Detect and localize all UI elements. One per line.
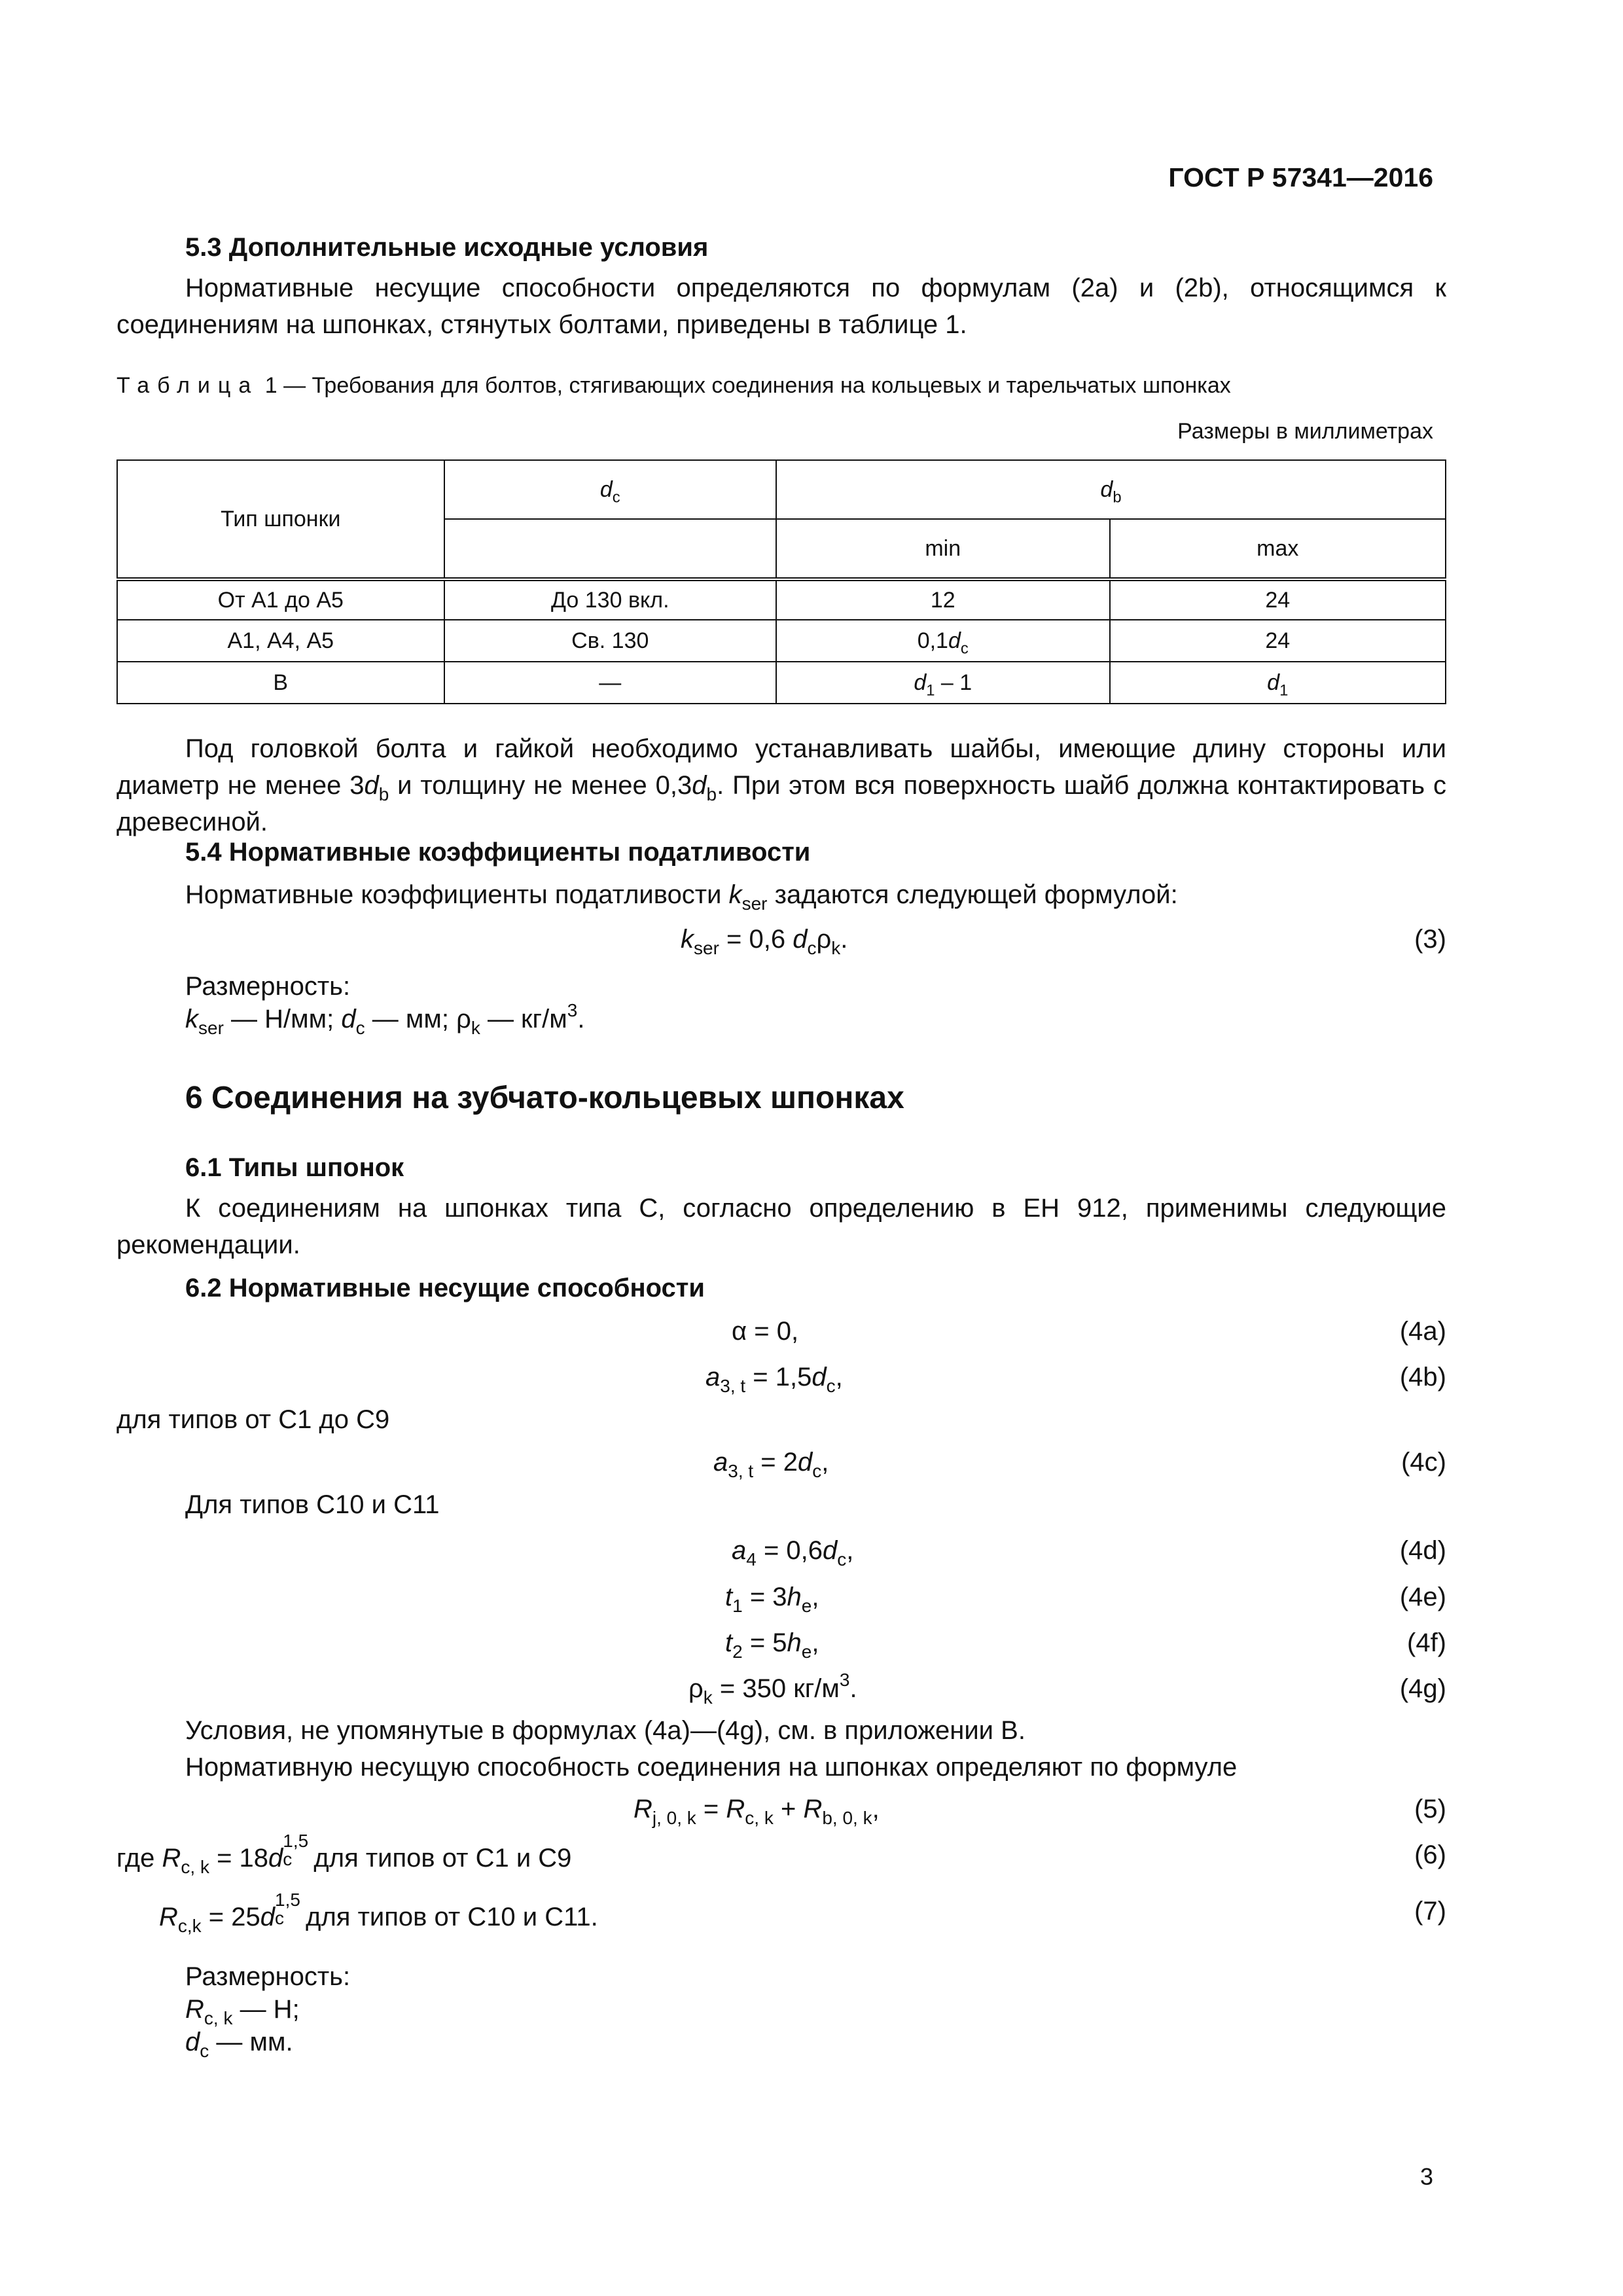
a-symbol: a — [732, 1536, 747, 1565]
equation-4g — [688, 1670, 857, 1708]
section-5-4-text — [185, 880, 1178, 914]
ser-subscript: ser — [694, 937, 719, 958]
a-subscript: 4 — [746, 1549, 757, 1570]
dc-subscript: c — [612, 488, 620, 506]
section-5-3-text: Нормативные несущие способности определяются по формулам (2a) и (2b), относящимся к соединениям на шпонках, стянутых болтами, приведены в таблице 1. — [116, 274, 1446, 339]
d-exp-stack — [275, 1889, 300, 1928]
db-symbol: d — [364, 771, 379, 800]
db-symbol: d — [692, 771, 707, 800]
equation-4d-number: (4d) — [1399, 1536, 1446, 1565]
d-symbol: d — [341, 1005, 356, 1033]
section-5-3-heading: 5.3 Дополнительные исходные условия — [185, 233, 709, 262]
c-subscript: c — [355, 1017, 365, 1038]
t-symbol: t — [725, 1628, 733, 1657]
r-subscript: c, k — [204, 2007, 233, 2028]
section-6-1-text: К соединениям на шпонках типа С, согласно определению в ЕН 912, применимы следующие рекомендации. — [116, 1194, 1446, 1259]
section-6-2-heading: 6.2 Нормативные несущие способности — [185, 1274, 705, 1302]
eq7-equals: = 25 — [201, 1903, 260, 1931]
ser-subscript: ser — [741, 893, 768, 914]
dim-a: — Н/мм; — [223, 1005, 342, 1033]
d-symbol: d — [798, 1448, 813, 1477]
equation-4a-number: (4a) — [1399, 1317, 1446, 1346]
eq4d-rhs: = 0,6 — [756, 1536, 823, 1565]
equation-4a — [732, 1317, 798, 1346]
cell-min — [776, 662, 1109, 704]
db-subscript: b — [706, 783, 717, 804]
section-5-4-heading: 5.4 Нормативные коэффициенты податливости — [185, 838, 811, 867]
r-symbol: R — [803, 1795, 823, 1823]
cell-dc: Св. 130 — [444, 620, 776, 662]
t-symbol: t — [725, 1583, 733, 1611]
c-subscript: c — [283, 1848, 293, 1869]
k-symbol: k — [728, 880, 742, 909]
cube-exponent: 3 — [567, 1000, 578, 1021]
r-subscript: b, 0, k — [822, 1807, 872, 1828]
cell-max: 24 — [1110, 579, 1446, 620]
eq4e-end: , — [812, 1583, 819, 1611]
d-exp-stack — [283, 1830, 309, 1869]
c-subscript: c — [812, 1460, 822, 1481]
equation-4b — [705, 1363, 843, 1396]
cell-min-subscript: c — [960, 639, 969, 657]
k-subscript: k — [471, 1017, 480, 1038]
d-symbol: d — [812, 1363, 827, 1391]
c-subscript: c — [275, 1907, 284, 1928]
equation-3 — [681, 925, 848, 958]
e-subscript: e — [801, 1595, 812, 1616]
page-number: 3 — [1419, 2163, 1433, 2190]
eq6-tail: для типов от С1 и С9 — [306, 1844, 572, 1873]
cell-min-symbol: d — [914, 670, 927, 695]
c-subscript: c — [807, 937, 817, 958]
equation-4e — [725, 1583, 819, 1616]
dimension-line — [185, 1000, 585, 1038]
eq5-end: , — [872, 1795, 880, 1823]
eq4d-end: , — [846, 1536, 854, 1565]
washer-text-1: Под головкой болта и гайкой необходимо устанавливать шайбы, имеющие длину стороны или диаметр не менее 3 — [116, 734, 1446, 800]
h-symbol: h — [787, 1628, 802, 1657]
equation-7 — [159, 1889, 598, 1936]
equation-4f-number: (4f) — [1407, 1628, 1446, 1657]
washer-text-3: . При этом вся поверхность шайб должна контактировать с древесиной. — [116, 771, 1446, 836]
norm-capacity-text: Нормативную несущую способность соединения на шпонках определяют по формуле — [185, 1753, 1238, 1782]
e-subscript: e — [801, 1641, 812, 1662]
eq5-equals: = — [696, 1795, 726, 1823]
r-subscript: c,k — [177, 1915, 202, 1936]
cell-min: 12 — [776, 579, 1109, 620]
rho-symbol: ρ — [816, 925, 832, 954]
cell-max — [1110, 662, 1446, 704]
db-subscript: b — [1113, 488, 1122, 506]
cell-dc: — — [444, 662, 776, 704]
eq4g-rhs: = 350 кг/м — [712, 1674, 840, 1703]
eq4c-end: , — [821, 1448, 829, 1477]
a-symbol: a — [705, 1363, 721, 1391]
c-subscript: c — [837, 1549, 847, 1570]
equation-4d — [732, 1536, 854, 1570]
dim-r-unit: — Н; — [232, 1995, 300, 2024]
equation-4f — [725, 1628, 819, 1662]
eq4a-rhs: = 0, — [747, 1317, 799, 1346]
label-types-c10-c11: Для типов С10 и С11 — [185, 1490, 440, 1519]
equation-5 — [633, 1795, 880, 1828]
dimension-label-2: Размерность: — [185, 1962, 351, 1991]
eq4c-rhs: = 2 — [753, 1448, 798, 1477]
table-row — [117, 579, 1446, 620]
r-subscript: j, 0, k — [652, 1807, 696, 1828]
ser-subscript: ser — [198, 1017, 224, 1038]
d-symbol: d — [823, 1536, 838, 1565]
cell-type: От А1 до А5 — [117, 579, 444, 620]
r-subscript: c, k — [745, 1807, 774, 1828]
r-symbol: R — [159, 1903, 178, 1931]
eq4e-rhs: = 3 — [742, 1583, 787, 1611]
section-6-1-heading: 6.1 Типы шпонок — [185, 1153, 404, 1182]
d-symbol: d — [185, 2028, 200, 2056]
rho-symbol: ρ — [456, 1005, 471, 1033]
equation-6 — [116, 1830, 572, 1877]
dim-c: — кг/м — [480, 1005, 567, 1033]
db-symbol: d — [1100, 476, 1113, 502]
r-symbol: R — [162, 1844, 181, 1873]
d-symbol: d — [268, 1844, 283, 1873]
dimension-d — [185, 2028, 293, 2061]
cube-exponent: 3 — [839, 1670, 850, 1691]
equation-7-number: (7) — [1414, 1897, 1446, 1926]
cell-max: 24 — [1110, 620, 1446, 662]
eq7-tail: для типов от С10 и С11. — [298, 1903, 598, 1931]
header-min: min — [776, 519, 1109, 579]
cell-min-subscript: 1 — [926, 681, 935, 699]
eq4f-end: , — [812, 1628, 819, 1657]
r-symbol: R — [633, 1795, 652, 1823]
cell-min-symbol: d — [948, 628, 961, 653]
dim-b: — мм; — [365, 1005, 457, 1033]
chapter-6-heading: 6 Соединения на зубчато-кольцевых шпонках — [185, 1081, 904, 1115]
cell-type: А1, А4, А5 — [117, 620, 444, 662]
c-subscript: c — [200, 2040, 209, 2061]
d-exponent: 1,5 — [275, 1889, 300, 1910]
washer-text-2: и толщину не менее 0,3 — [389, 771, 692, 800]
header-dc — [444, 460, 776, 519]
s54-text-b: задаются следующей формулой: — [767, 880, 1178, 909]
table-caption-text: 1 — Требования для болтов, стягивающих соединения на кольцевых и тарельчатых шпонках — [259, 373, 1231, 398]
header-max: max — [1110, 519, 1446, 579]
table-caption-prefix: Таблица — [116, 373, 259, 398]
eq4g-end: . — [849, 1674, 857, 1703]
eq4b-rhs: = 1,5 — [745, 1363, 812, 1391]
cell-dc: До 130 вкл. — [444, 579, 776, 620]
table-row — [117, 662, 1446, 704]
label-types-c1-c9: для типов от С1 до С9 — [116, 1405, 390, 1434]
header-db — [776, 460, 1446, 519]
table-1 — [116, 459, 1446, 704]
eq4b-end: , — [835, 1363, 843, 1391]
eq3-mid: = 0,6 — [719, 925, 793, 954]
equation-3-number: (3) — [1414, 925, 1446, 954]
a-subscript: 3, t — [720, 1375, 746, 1396]
table-units: Размеры в миллиметрах — [1177, 419, 1433, 444]
conditions-text: Условия, не упомянутые в формулах (4a)—(4g), см. в приложении В. — [185, 1716, 1026, 1745]
t-subscript: 2 — [732, 1641, 743, 1662]
dimension-label: Размерность: — [185, 972, 351, 1001]
cell-max-subscript: 1 — [1279, 681, 1289, 699]
cell-min-tail: – 1 — [935, 670, 972, 695]
eq6-equals: = 18 — [209, 1844, 269, 1873]
a-symbol: a — [713, 1448, 728, 1477]
table-row — [117, 620, 1446, 662]
equation-4c — [713, 1448, 829, 1481]
d-symbol: d — [260, 1903, 275, 1931]
dim-end: . — [577, 1005, 585, 1033]
d-symbol: d — [793, 925, 808, 954]
equation-4e-number: (4e) — [1399, 1583, 1446, 1611]
k-subscript: k — [703, 1687, 713, 1708]
h-symbol: h — [787, 1583, 802, 1611]
cell-min-coef: 0,1 — [917, 628, 948, 653]
document-number: ГОСТ Р 57341—2016 — [1168, 162, 1433, 192]
t-subscript: 1 — [732, 1595, 743, 1616]
equation-4g-number: (4g) — [1399, 1674, 1446, 1703]
k-symbol: k — [185, 1005, 198, 1033]
db-subscript: b — [378, 783, 389, 804]
k-subscript: k — [831, 937, 841, 958]
washer-paragraph — [116, 730, 1446, 840]
eq5-plus: + — [773, 1795, 804, 1823]
equation-5-number: (5) — [1414, 1795, 1446, 1823]
equation-4b-number: (4b) — [1399, 1363, 1446, 1391]
alpha-symbol: α — [732, 1317, 747, 1346]
eq4f-rhs: = 5 — [742, 1628, 787, 1657]
c-subscript: c — [826, 1375, 836, 1396]
dc-symbol: d — [599, 476, 613, 502]
r-symbol: R — [726, 1795, 745, 1823]
r-symbol: R — [185, 1995, 204, 2024]
table-1-caption — [116, 373, 1231, 399]
cell-max-symbol: d — [1267, 670, 1280, 695]
rho-symbol: ρ — [688, 1674, 704, 1703]
a-subscript: 3, t — [728, 1460, 754, 1481]
cell-type: В — [117, 662, 444, 704]
d-exponent: 1,5 — [283, 1830, 309, 1851]
k-symbol: k — [681, 925, 694, 954]
eq3-end: . — [840, 925, 848, 954]
equation-6-number: (6) — [1414, 1840, 1446, 1869]
equation-4c-number: (4c) — [1401, 1448, 1446, 1477]
s54-text-a: Нормативные коэффициенты податливости — [185, 880, 729, 909]
r-subscript: c, k — [181, 1856, 209, 1877]
dim-d-unit: — мм. — [209, 2028, 293, 2056]
dimension-r — [185, 1995, 300, 2028]
header-dc-empty — [444, 519, 776, 579]
cell-min — [776, 620, 1109, 662]
eq6-prefix: где — [116, 1844, 162, 1873]
header-type: Тип шпонки — [117, 460, 444, 579]
